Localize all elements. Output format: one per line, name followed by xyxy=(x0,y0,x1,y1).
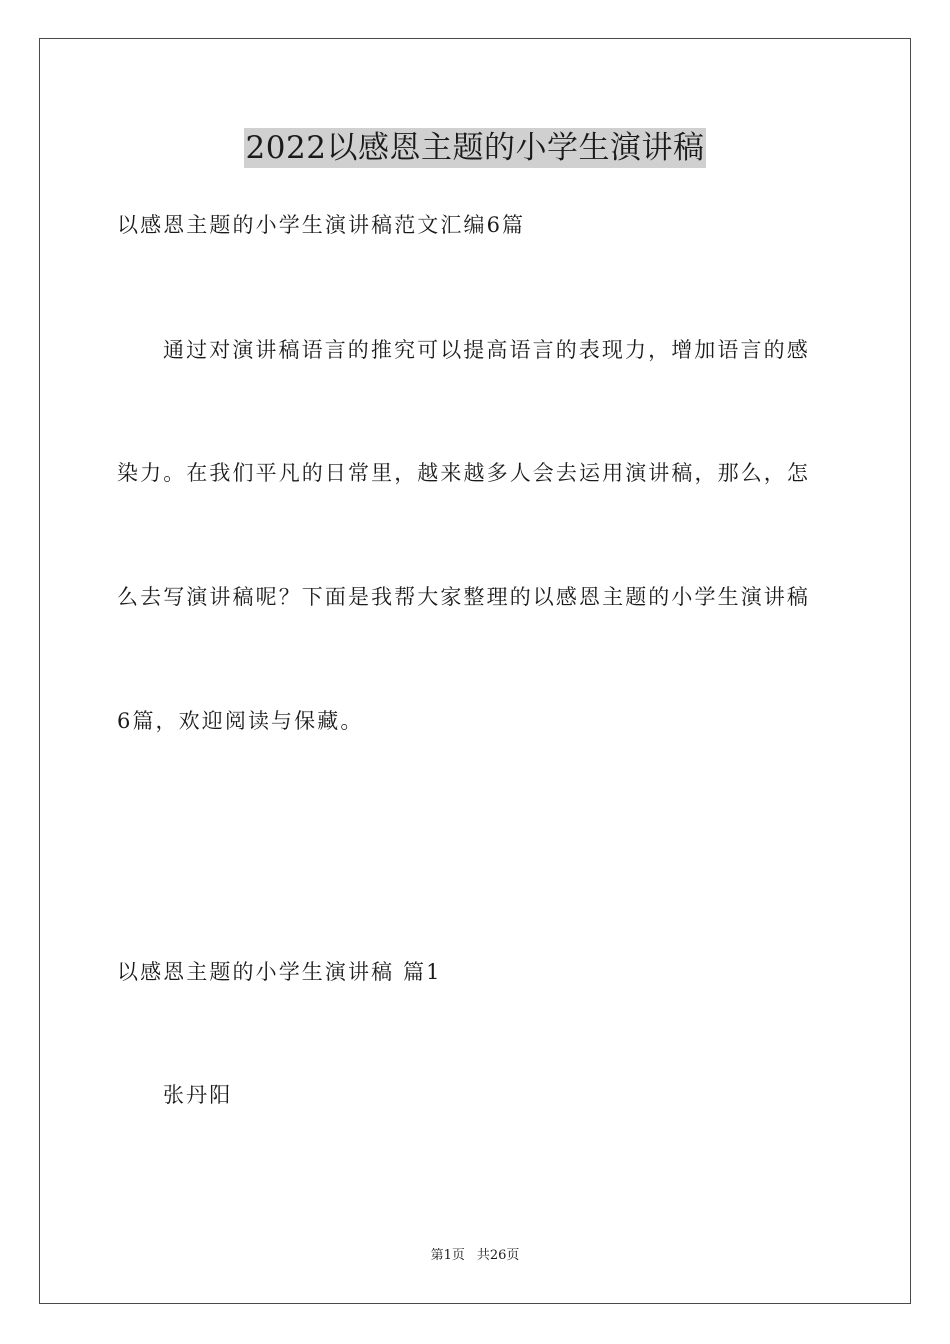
intro-line-3: 么去写演讲稿呢？下面是我帮大家整理的以感恩主题的小学生演讲稿 xyxy=(117,585,810,609)
title-container xyxy=(0,128,950,168)
intro-line-1: 通过对演讲稿语言的推究可以提高语言的表现力，增加语言的感 xyxy=(163,338,810,362)
page-footer xyxy=(0,1248,950,1264)
document-title: 2022以感恩主题的小学生演讲稿 xyxy=(245,130,705,166)
intro-line-2: 染力。在我们平凡的日常里，越来越多人会去运用演讲稿，那么，怎 xyxy=(117,461,810,485)
section-heading: 以感恩主题的小学生演讲稿 篇1 xyxy=(117,960,442,984)
document-subtitle: 以感恩主题的小学生演讲稿范文汇编6篇 xyxy=(117,213,526,237)
page-total: 共26页 xyxy=(476,1248,520,1263)
author-name: 张丹阳 xyxy=(163,1083,233,1107)
intro-line-4: 6篇，欢迎阅读与保藏。 xyxy=(117,709,364,733)
page-number: 第1页 xyxy=(430,1248,465,1263)
